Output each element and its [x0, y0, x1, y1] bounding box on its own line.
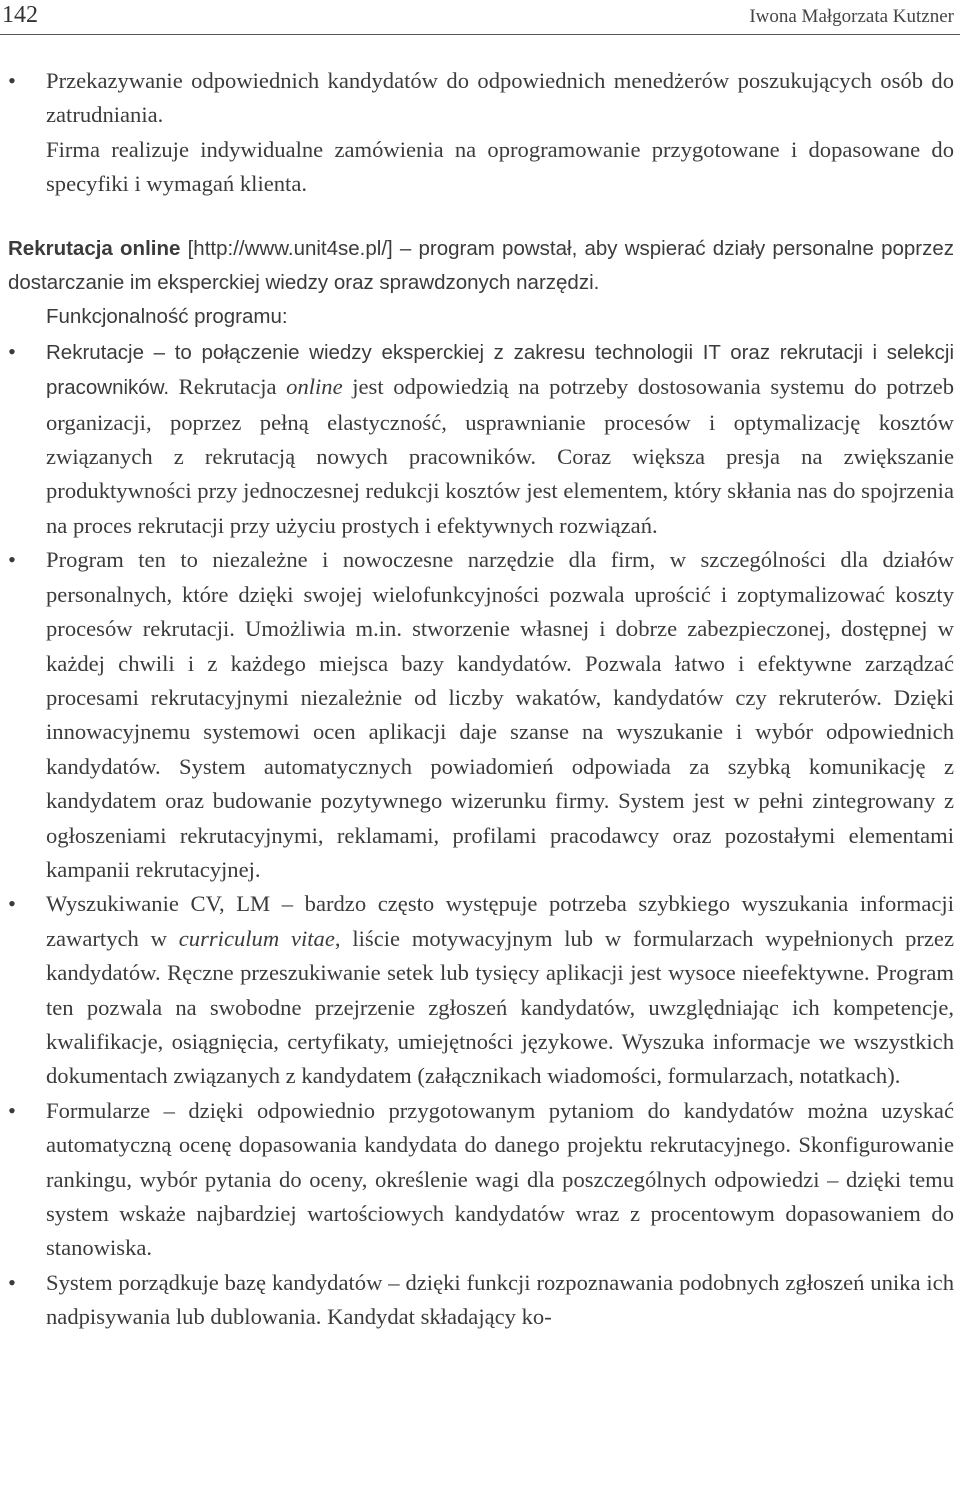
intro-paragraph: Firma realizuje indywidualne zamówienia na oprogramowanie przygotowane i dopasowane do specyfiki i wymagań klienta. — [46, 136, 954, 197]
page-number: 142 — [2, 2, 38, 28]
bullet-system: • System porządkuje bazę kandydatów – dzięki funkcji rozpoznawania podobnych zgłoszeń unika ich nadpisywania lub dublowania. Kandydat składający ko- — [8, 1266, 954, 1335]
bullet-rekrutacje: • Rekrutacje – to połączenie wiedzy eksperckiej z zakresu technologii IT oraz rekrutacji i selekcji pracowników. Rekrutacja online jest odpowiedzią na potrzeby dostosowania systemu do potrzeb organizacji, poprzez pełną elastyczność, usprawnianie procesów i optymalizację kosztów związanych z rekrutacją nowych pracowników. Coraz większa presja na zwiększanie produktywności przy jednoczesnej redukcji kosztów jest elementem, który skłania nas do spojrzenia na proces rekrutacji przy użyciu prostych i efektywnych rozwiązań. — [8, 335, 954, 543]
running-head-author: Iwona Małgorzata Kutzner — [749, 6, 954, 27]
section-url: [http://www.unit4se.pl/] — [187, 236, 393, 260]
bullet-program: • Program ten to niezależne i nowoczesne narzędzie dla firm, w szczególności dla działów personalnych, które dzięki swojej wielofunkcyjności pozwala uprościć i zoptymalizować koszty procesów rekrutacji. Umożliwia m.in. stworzenie własnej i dobrze zabezpieczonej, dostępnej w każdej chwili i z każdego miejsca bazy kandydatów. Pozwala łatwo i efektywne zarządzać procesami rekrutacyjnymi niezależnie od liczby wakatów, kandydatów czy rekruterów. Dzięki innowacyjnemu systemowi ocen aplikacji daje szanse na wyszukanie i wybór odpowiednich kandydatów. System automatycznych powiadomień odpowiada za szybką komunikację z kandydatem oraz budowanie pozytywnego wizerunku firmy. System jest w pełni zintegrowany z ogłoszeniami rekrutacyjnymi, reklamami, profilami pracodawcy oraz pozostałymi elementami kampanii rekrutacyjnej. — [8, 543, 954, 887]
section-title: Rekrutacja online — [8, 236, 181, 260]
section-paragraph — [8, 232, 954, 301]
page-header — [0, 0, 960, 35]
functionality-heading: Funkcjonalność programu: — [46, 305, 288, 329]
section-description: – program powstał, aby wspierać działy personalne poprzez dostarczanie im eksperckiej wiedzy oraz sprawdzonych narzędzi. — [8, 236, 954, 295]
intro-bullet: • Przekazywanie odpowiednich kandydatów do odpowiednich menedżerów poszukujących osób do zatrudniania. — [8, 64, 954, 133]
bullet-formularze: • Formularze – dzięki odpowiednio przygotowanym pytaniom do kandydatów można uzyskać automatyczną ocenę dopasowania kandydata do danego projektu rekrutacyjnego. Skonfigurowanie rankingu, wybór pytania do oceny, określenie wagi dla poszczególnych odpowiedzi – dzięki temu system wskaże najbardziej wartościowych kandydatów wraz z procentowym dopasowaniem do stanowiska. — [8, 1094, 954, 1266]
bullet-wyszukiwanie: • Wyszukiwanie CV, LM – bardzo często występuje potrzeba szybkiego wyszukania informacji zawartych w curriculum vitae, liście motywacyjnym lub w formularzach wypełnionych przez kandydatów. Ręczne przeszukiwanie setek lub tysięcy aplikacji jest wysoce nieefektywne. Program ten pozwala na swobodne przejrzenie zgłoszeń kandydatów, uwzględniając ich kompetencje, kwalifikacje, osiągnięcia, certyfikaty, umiejętności językowe. Wyszuka informacje we wszystkich dokumentach związanych z kandydatem (załącznikach wiadomości, formularzach, notatkach). — [8, 887, 954, 1093]
page-body — [8, 64, 954, 1335]
